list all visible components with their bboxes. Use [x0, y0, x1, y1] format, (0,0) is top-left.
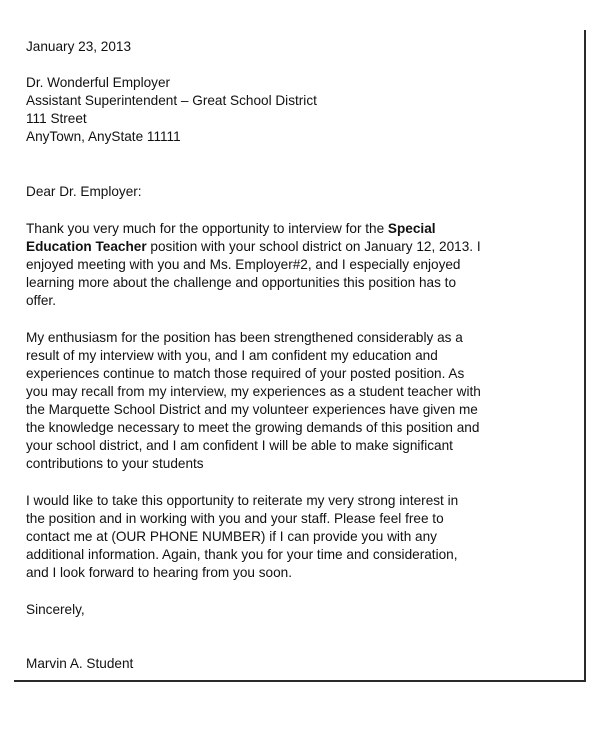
page-border-bottom: [14, 680, 586, 682]
paragraph-2-line: your school district, and I am confident I will be able to make significant: [26, 438, 453, 453]
text-segment: Thank you very much for the opportunity to interview for the: [26, 221, 388, 236]
bold-text-position: Education Teacher: [26, 239, 147, 254]
letter-body: [26, 38, 576, 673]
paragraph-1-line: learning more about the challenge and opportunities this position has to: [26, 275, 457, 290]
paragraph-2-line: the Marquette School District and my volunteer experiences have given me: [26, 402, 478, 417]
letter-date: January 23, 2013: [26, 39, 132, 54]
paragraph-3-line: and I look forward to hearing from you soon.: [26, 565, 292, 580]
text-segment: position with your school district on January 12, 2013. I: [146, 239, 481, 254]
paragraph-2-line: the knowledge necessary to meet the growing demands of this position and: [26, 420, 480, 435]
paragraph-3-line: additional information. Again, thank you for your time and consideration,: [26, 547, 458, 562]
paragraph-3: [26, 492, 576, 582]
paragraph-1-line: [26, 238, 576, 256]
paragraph-3-line: contact me at (OUR PHONE NUMBER) if I can provide you with any: [26, 529, 437, 544]
recipient-address: [26, 74, 576, 146]
page-border-right: [584, 30, 586, 682]
signature-name: Marvin A. Student: [26, 656, 134, 671]
paragraph-2-line: result of my interview with you, and I am confident my education and: [26, 348, 438, 363]
bold-text-special: Special: [387, 221, 436, 236]
recipient-name: Dr. Wonderful Employer: [26, 75, 171, 90]
paragraph-1-line: [26, 220, 576, 238]
paragraph-1: [26, 220, 576, 310]
paragraph-2-line: experiences continue to match those required of your posted position. As: [26, 366, 465, 381]
paragraph-2-line: My enthusiasm for the position has been strengthened considerably as a: [26, 330, 463, 345]
paragraph-1-line: enjoyed meeting with you and Ms. Employer#2, and I especially enjoyed: [26, 257, 461, 272]
salutation: Dear Dr. Employer:: [26, 184, 142, 199]
recipient-title: Assistant Superintendent – Great School District: [26, 93, 317, 108]
paragraph-3-line: I would like to take this opportunity to reiterate my very strong interest in: [26, 493, 459, 508]
paragraph-3-line: the position and in working with you and your staff. Please feel free to: [26, 511, 444, 526]
paragraph-2: [26, 329, 576, 473]
recipient-city: AnyTown, AnyState 11111: [26, 129, 181, 144]
recipient-street: 111 Street: [26, 111, 87, 126]
paragraph-2-line: contributions to your students: [26, 456, 204, 471]
paragraph-1-line: offer.: [26, 293, 56, 308]
closing: Sincerely,: [26, 602, 85, 617]
paragraph-2-line: you may recall from my interview, my experiences as a student teacher with: [26, 384, 481, 399]
